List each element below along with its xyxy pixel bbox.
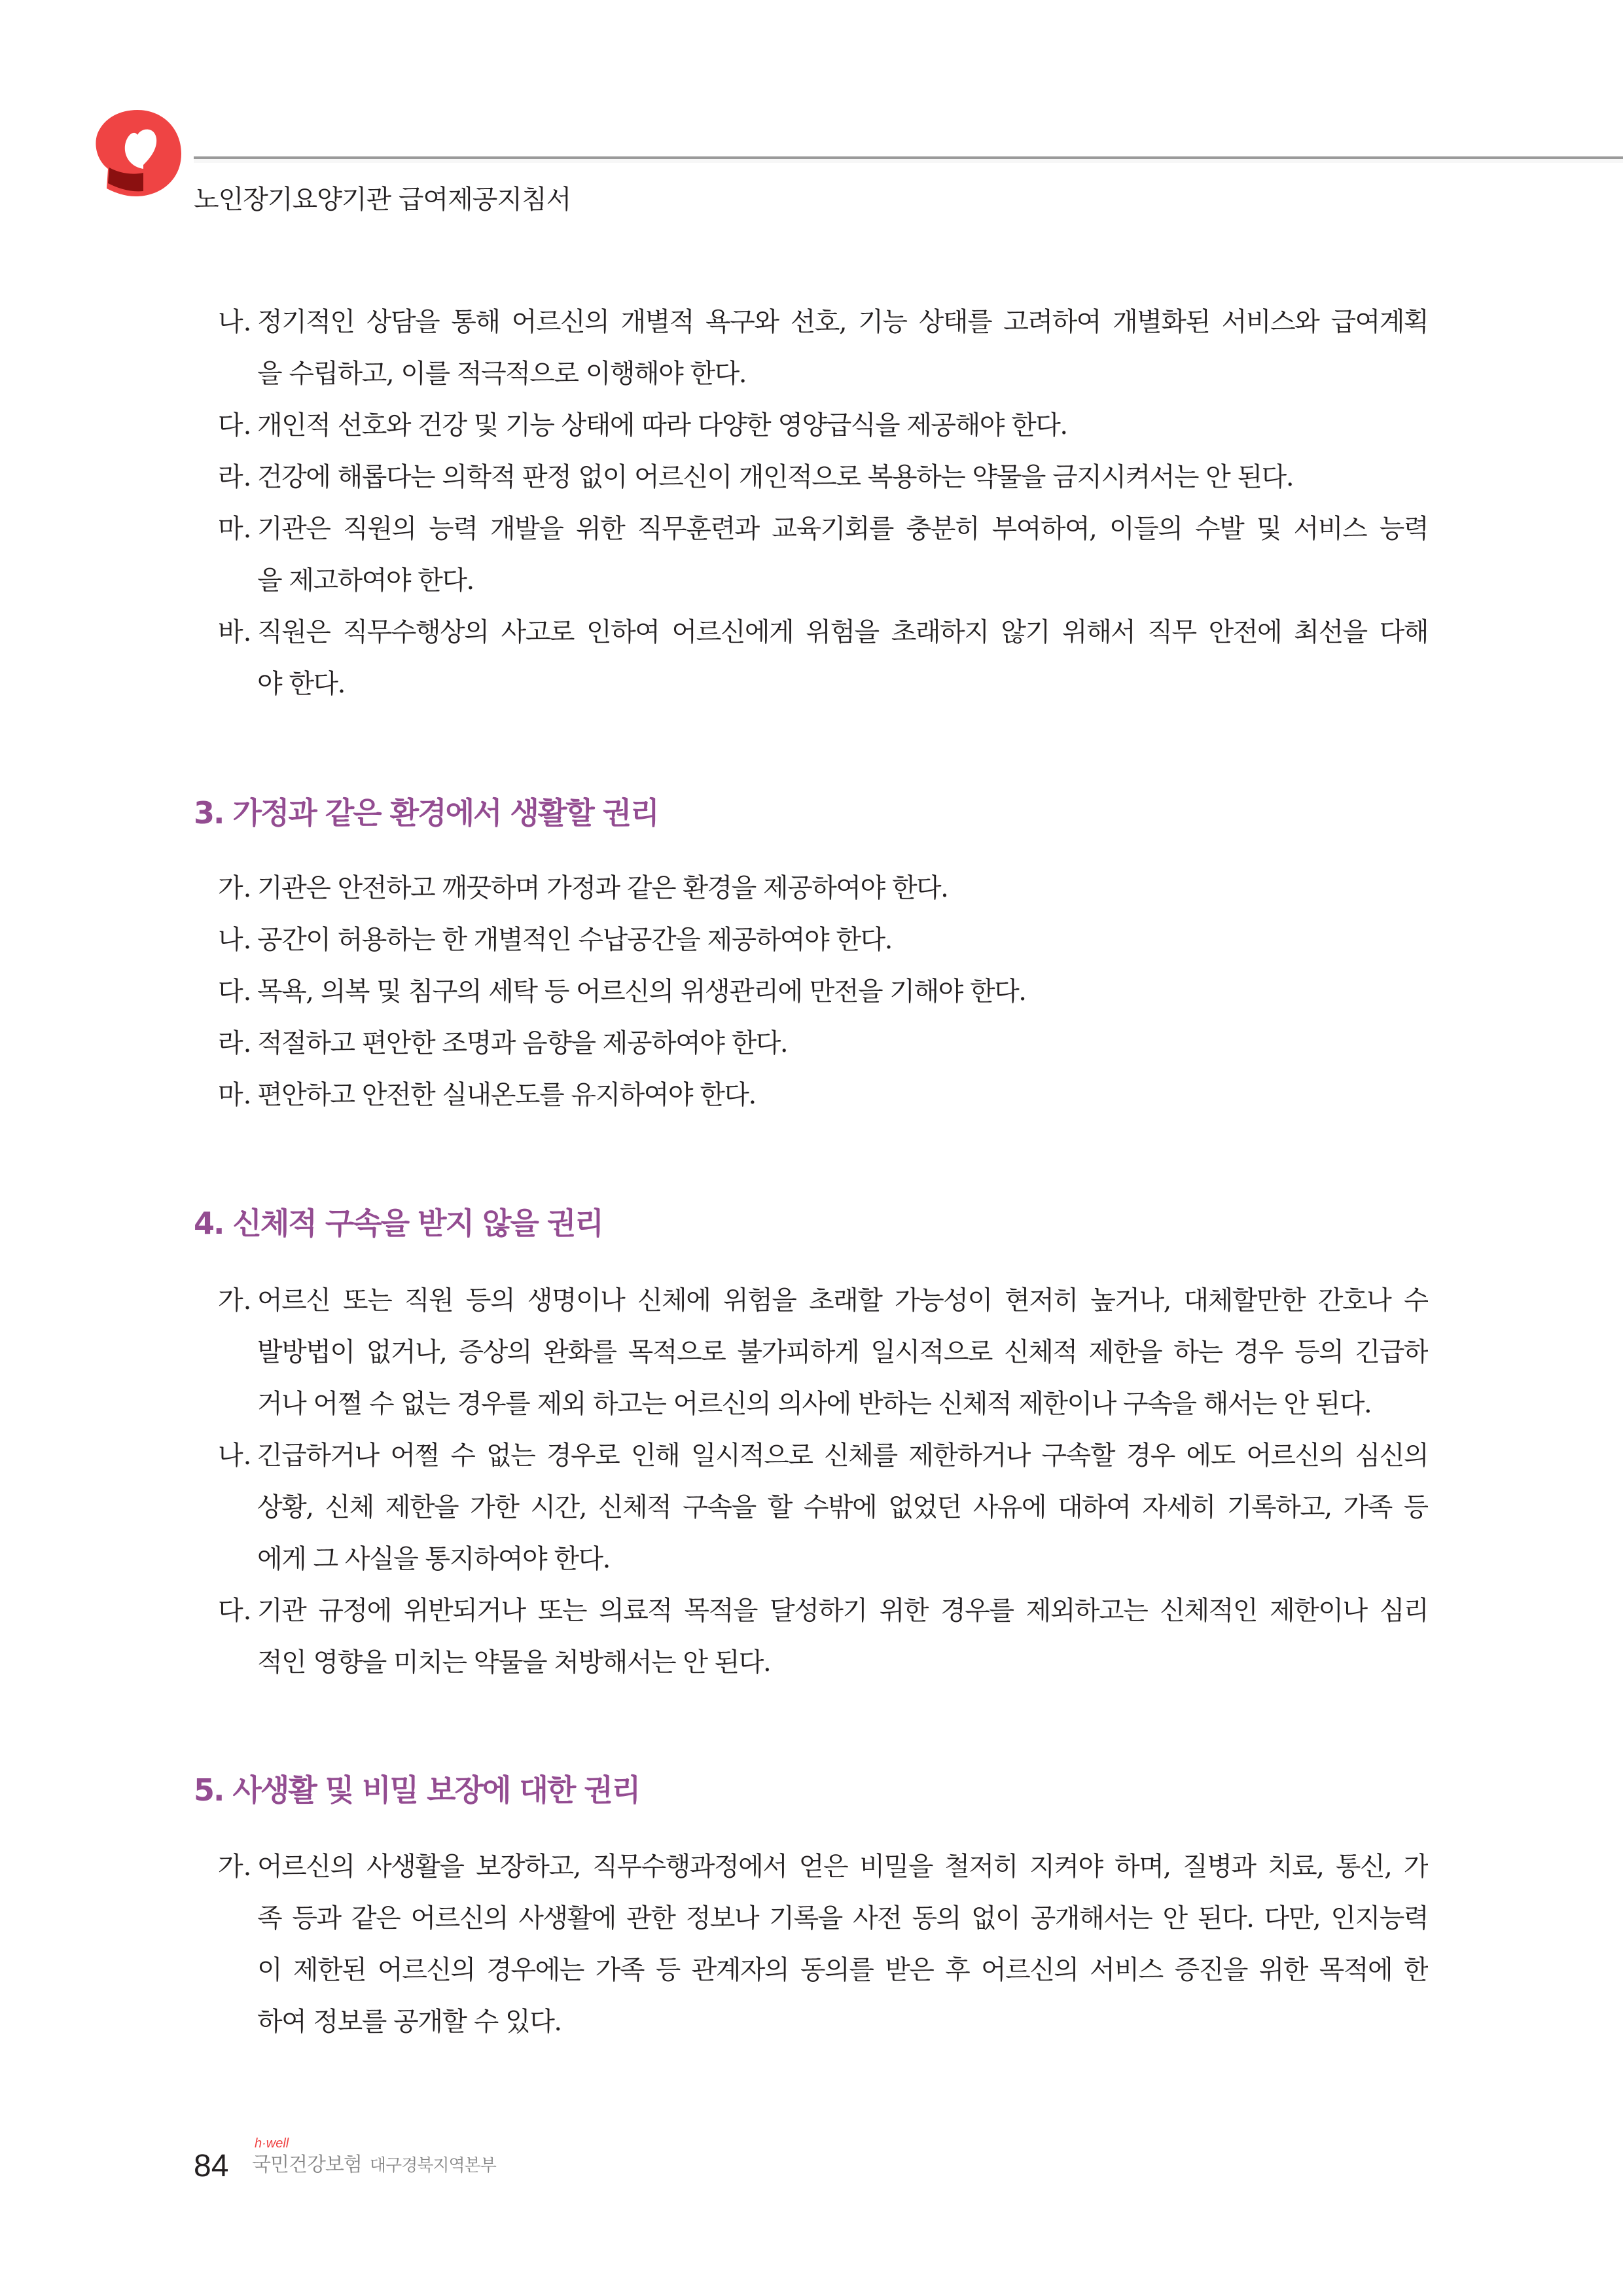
list-item (218, 607, 1428, 710)
list-item (218, 966, 1428, 1018)
item-text-line: 하여 정보를 공개할 수 있다. (257, 2007, 562, 2037)
list-item (218, 1275, 1428, 1430)
document-title: 노인장기요양기관 급여제공지침서 (194, 185, 571, 215)
item-text-line: 야 한다. (257, 669, 345, 699)
item-text-line: 기관은 안전하고 깨끗하며 가정과 같은 환경을 제공하여야 한다. (257, 873, 948, 903)
item-marker: 바. (218, 617, 252, 647)
list-item (218, 1018, 1428, 1069)
item-text-line: 기관 규정에 위반되거나 또는 의료적 목적을 달성하기 위한 경우를 제외하고는 신체적인 제한이나 심리 (257, 1596, 1428, 1626)
brand-region: 대구경북지역본부 (369, 2156, 496, 2176)
item-marker: 마. (218, 514, 252, 544)
item-text-line: 공간이 허용하는 한 개별적인 수납공간을 제공하여야 한다. (257, 925, 892, 955)
item-text-line: 적인 영향을 미치는 약물을 처방해서는 안 된다. (257, 1647, 771, 1677)
list-item (218, 1841, 1428, 2048)
item-text-line: 을 제고하여야 한다. (257, 565, 474, 596)
list-item (218, 452, 1428, 503)
list-item (218, 914, 1428, 966)
heart-speech-bubble-logo-icon (88, 105, 187, 203)
item-text-line: 목욕, 의복 및 침구의 세탁 등 어르신의 위생관리에 만전을 기해야 한다. (257, 977, 1026, 1007)
item-text-line: 족 등과 같은 어르신의 사생활에 관한 정보나 기록을 사전 동의 없이 공개해서는 안 된다. 다만, 인지능력 (257, 1903, 1428, 1933)
item-marker: 나. (218, 1441, 252, 1471)
item-marker: 가. (218, 1285, 252, 1316)
brand-name: 국민건강보험 (252, 2153, 362, 2176)
item-marker: 다. (218, 1596, 252, 1626)
hwell-brand-tag: h·well (255, 2136, 289, 2151)
item-text-line: 어르신의 사생활을 보장하고, 직무수행과정에서 얻은 비밀을 철저히 지켜야 하며, 질병과 치료, 통신, 가 (257, 1852, 1428, 1882)
item-marker: 마. (218, 1080, 252, 1110)
list-item (218, 1069, 1428, 1121)
item-text-line: 거나 어쩔 수 없는 경우를 제외 하고는 어르신의 의사에 반하는 신체적 제한이나 구속을 해서는 안 된다. (257, 1389, 1372, 1419)
footer-brand (252, 2152, 496, 2179)
item-text-line: 직원은 직무수행상의 사고로 인하여 어르신에게 위험을 초래하지 않기 위해서 직무 안전에 최선을 다해 (257, 617, 1428, 647)
item-text-line: 건강에 해롭다는 의학적 판정 없이 어르신이 개인적으로 복용하는 약물을 금지시켜서는 안 된다. (257, 462, 1294, 492)
item-text-line: 적절하고 편안한 조명과 음향을 제공하여야 한다. (257, 1028, 788, 1058)
item-text-line: 편안하고 안전한 실내온도를 유지하여야 한다. (257, 1080, 756, 1110)
item-marker: 가. (218, 873, 252, 903)
item-text-line: 을 수립하고, 이를 적극적으로 이행해야 한다. (257, 359, 747, 389)
section-heading-3: 3. 가정과 같은 환경에서 생활할 권리 (194, 795, 658, 831)
item-marker: 라. (218, 1028, 252, 1058)
item-marker: 다. (218, 977, 252, 1007)
item-text-line: 정기적인 상담을 통해 어르신의 개별적 욕구와 선호, 기능 상태를 고려하여 개별화된 서비스와 급여계획 (257, 307, 1428, 337)
list-item (218, 296, 1428, 400)
item-text-line: 상황, 신체 제한을 가한 시간, 신체적 구속을 할 수밖에 없었던 사유에 대하여 자세히 기록하고, 가족 등 (257, 1492, 1428, 1522)
section-heading-4: 4. 신체적 구속을 받지 않을 권리 (194, 1206, 603, 1241)
item-marker: 가. (218, 1852, 252, 1882)
item-marker: 다. (218, 410, 252, 440)
list-item (218, 1585, 1428, 1689)
item-text-line: 어르신 또는 직원 등의 생명이나 신체에 위험을 초래할 가능성이 현저히 높거나, 대체할만한 간호나 수 (257, 1285, 1428, 1316)
item-text-line: 이 제한된 어르신의 경우에는 가족 등 관계자의 동의를 받은 후 어르신의 서비스 증진을 위한 목적에 한 (257, 1955, 1428, 1985)
item-text-line: 긴급하거나 어쩔 수 없는 경우로 인해 일시적으로 신체를 제한하거나 구속할 경우 에도 어르신의 심신의 (257, 1441, 1428, 1471)
list-item (218, 863, 1428, 914)
item-text-line: 개인적 선호와 건강 및 기능 상태에 따라 다양한 영양급식을 제공해야 한다. (257, 410, 1067, 440)
item-text-line: 발방법이 없거나, 증상의 완화를 목적으로 불가피하게 일시적으로 신체적 제한을 하는 경우 등의 긴급하 (257, 1337, 1428, 1367)
page-number: 84 (194, 2149, 229, 2183)
list-item (218, 503, 1428, 607)
item-marker: 나. (218, 925, 252, 955)
header-rule (194, 156, 1623, 163)
section-heading-5: 5. 사생활 및 비밀 보장에 대한 권리 (194, 1772, 640, 1808)
item-text-line: 에게 그 사실을 통지하여야 한다. (257, 1544, 610, 1574)
list-item (218, 1430, 1428, 1585)
item-marker: 나. (218, 307, 252, 337)
item-text-line: 기관은 직원의 능력 개발을 위한 직무훈련과 교육기회를 충분히 부여하여, 이들의 수발 및 서비스 능력 (257, 514, 1428, 544)
item-marker: 라. (218, 462, 252, 492)
list-item (218, 400, 1428, 452)
